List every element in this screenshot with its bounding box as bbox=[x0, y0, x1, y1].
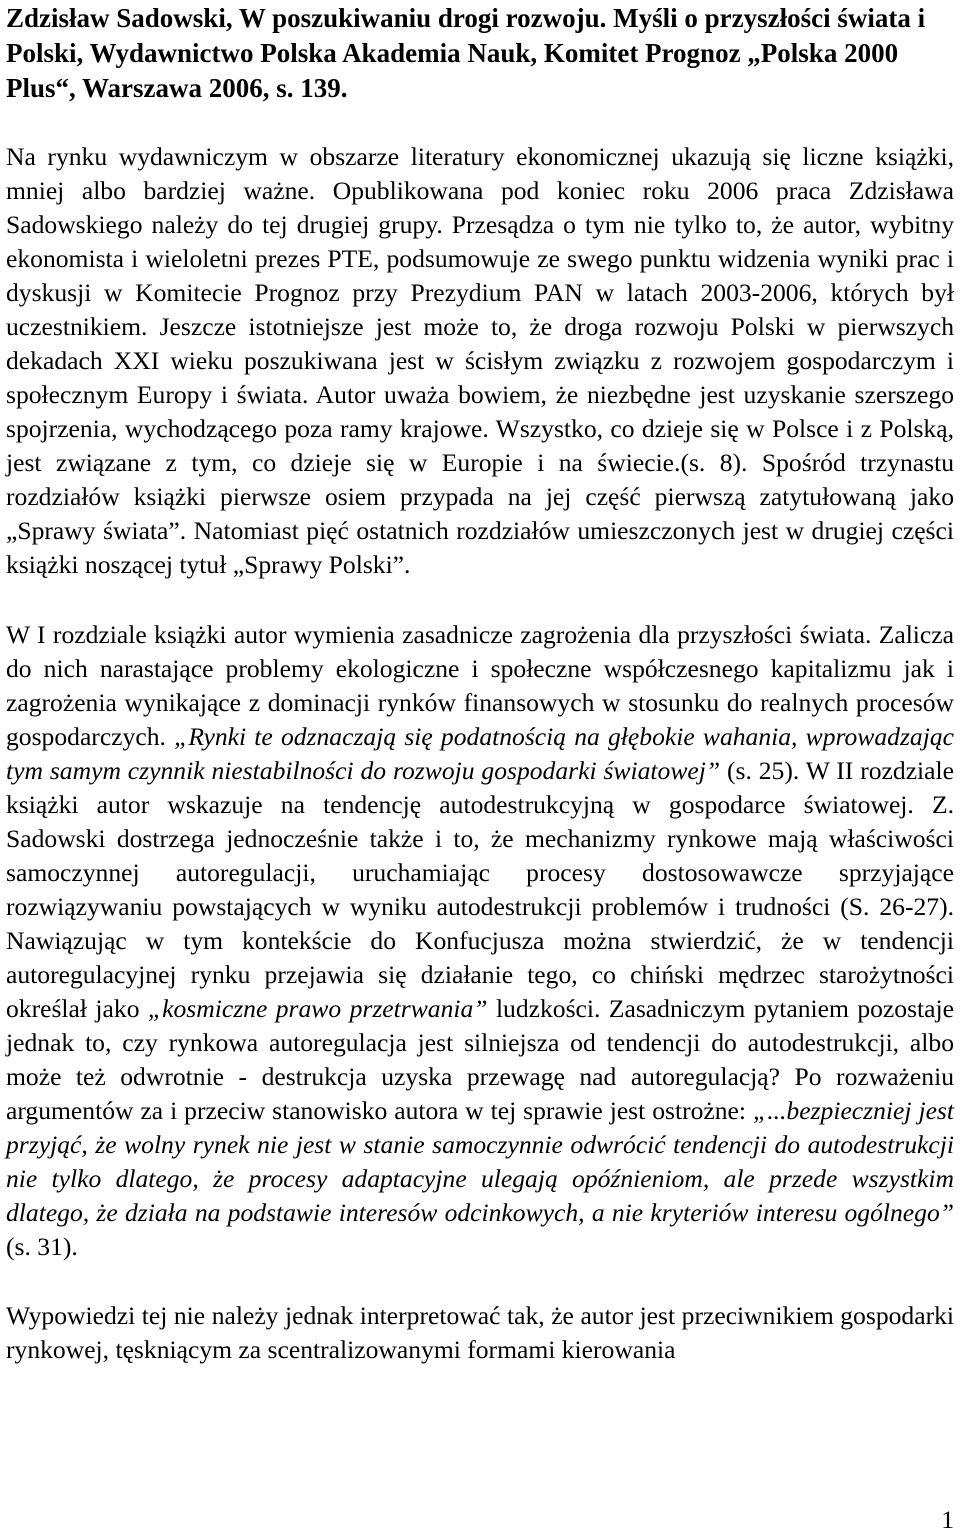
paragraph-closing: Wypowiedzi tej nie należy jednak interpretować tak, że autor jest przeciwnikiem gospodarki rynkowej, tęskniącym za scentralizowanymi formami kierowania bbox=[6, 1301, 954, 1364]
paragraph-text: ludzkości. Zasadniczym pytaniem pozostaje jednak to, czy rynkowa autoregulacja jest silniejsza od tendencji do autodestrukcji, albo może też odwrotnie - destrukcja uzyska przewagę nad autoregulacją? Po rozważeniu argumentów za i przeciw stanowisko autora w tej sprawie jest ostrożne: bbox=[6, 994, 954, 1125]
paragraph-intro: Na rynku wydawniczym w obszarze literatury ekonomicznej ukazują się liczne książki, mniej albo bardziej ważne. Opublikowana pod koniec roku 2006 praca Zdzisława Sadowskiego należy do tej drugiej grupy. Przesądza o tym nie tylko to, że autor, wybitny ekonomista i wieloletni prezes PTE, podsumowuje ze swego punktu widzenia wyniki prac i dyskusji w Komitecie Prognoz przy Prezydium PAN w latach 2003-2006, których był uczestnikiem. Jeszcze istotniejsze jest może to, że droga rozwoju Polski w pierwszych dekadach XXI wieku poszukiwana jest w ścisłym związku z rozwojem gospodarczym i społecznym Europy i świata. Autor uważa bowiem, że niezbędne jest uzyskanie szerszego spojrzenia, wychodzącego poza ramy krajowe. Wszystko, co dzieje się w Polsce i z Polską, jest związane z tym, co dzieje się w Europie i na świecie.(s. 8). Spośród trzynastu rozdziałów książki pierwsze osiem przypada na jej część pierwszą zatytułowaną jako „Sprawy świata”. Natomiast pięć ostatnich rozdziałów umieszczonych jest w drugiej części książki noszącej tytuł „Sprawy Polski”. bbox=[6, 142, 954, 579]
quotation: „Rynki te odznaczają się podatnością na głębokie wahania, wprowadzając tym samym czynnik niestabilności do rozwoju gospodarki światowej” bbox=[6, 722, 954, 785]
page-number: 1 bbox=[941, 1505, 954, 1534]
paragraph-text: W I rozdziale książki autor wymienia zasadnicze zagrożenia dla przyszłości świata. Zalicza do nich narastające problemy ekologiczne i społeczne współczesnego kapitalizmu jak i zagrożenia wynikające z dominacji rynków finansowych w stosunku do realnych procesów gospodarczych. bbox=[6, 620, 954, 751]
quotation: „kosmiczne prawo przetrwania” bbox=[147, 994, 488, 1023]
paragraph-text: (s. 25). W II rozdziale książki autor wskazuje na tendencję autodestrukcyjną w gospodarce światowej. Z. Sadowski dostrzega jednocześnie także i to, że mechanizmy rynkowe mają właściwości samoczynnej autoregulacji, uruchamiając procesy dostosowawcze sprzyjające rozwiązywaniu powstających w wyniku autodestrukcji problemów i trudności (S. 26-27). Nawiązując w tym kontekście do Konfucjusza można stwierdzić, że w tendencji autoregulacyjnej rynku przejawia się działanie tego, co chiński mędrzec starożytności określał jako bbox=[6, 756, 954, 1023]
paragraph-chapters bbox=[6, 618, 954, 1264]
quotation: „...bezpieczniej jest przyjąć, że wolny rynek nie jest w stanie samoczynnie odwrócić tendencji do autodestrukcji nie tylko dlatego, że procesy adaptacyjne ulegają opóźnieniom, ale przede wszystkim dlatego, że działa na podstawie interesów odcinkowych, a nie kryteriów interesu ogólnego” bbox=[6, 1096, 954, 1227]
document-page bbox=[6, 0, 954, 1367]
paragraph-text: (s. 31). bbox=[6, 1232, 78, 1261]
book-citation: Zdzisław Sadowski, W poszukiwaniu drogi rozwoju. Myśli o przyszłości świata i Polski, Wydawnictwo Polska Akademia Nauk, Komitet Prognoz „Polska 2000 Plus“, Warszawa 2006, s. 139. bbox=[6, 3, 926, 103]
